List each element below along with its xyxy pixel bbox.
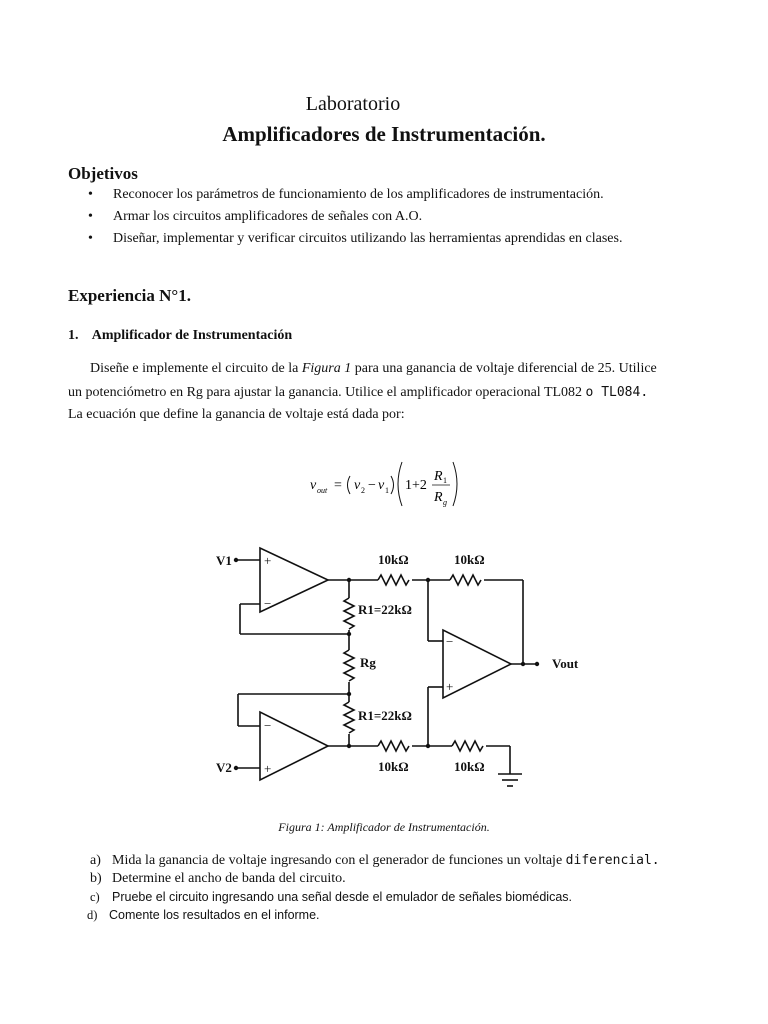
label-v2: V2 [216, 760, 232, 775]
eq-one-plus-two: 1+2 [405, 478, 427, 493]
experience-heading: Experiencia N°1. [68, 286, 191, 305]
eq-denominator-sub: g [443, 498, 447, 507]
opamp-bottom-plus: + [264, 761, 272, 776]
eq-paren-left [348, 476, 351, 494]
eq-numerator-sub: 1 [443, 476, 447, 485]
resistor-r1-bottom [344, 702, 354, 733]
eq-v2-sub: 2 [361, 486, 365, 495]
eq-bigparen-right [453, 462, 457, 506]
eq-paren-right [391, 476, 394, 494]
resistor-bottom-left [378, 741, 409, 751]
eq-equals: = [334, 478, 342, 493]
opamp-bottom-minus: − [264, 718, 272, 733]
eq-numerator: R [434, 469, 443, 484]
objective-item: • Reconocer los parámetros de funcionamiento de los amplificadores de instrumentación. [88, 186, 622, 208]
label-v1: V1 [216, 553, 232, 568]
figure-caption: Figura 1: Amplificador de Instrumentación. [278, 820, 490, 834]
eq-v2: v [354, 478, 361, 493]
paragraph-line: La ecuación que define la ganancia de voltaje está dada por: [68, 407, 405, 422]
label-r-bottom-right: 10kΩ [454, 759, 485, 774]
eq-vout-sub: out [317, 486, 328, 495]
eq-v1-sub: 1 [385, 486, 389, 495]
section-heading [68, 328, 292, 344]
label-r1-bottom: R1=22kΩ [358, 708, 412, 723]
resistor-top-right [450, 575, 481, 585]
opamp-top-minus: − [264, 596, 272, 611]
label-r-top-right: 10kΩ [454, 552, 485, 567]
label-rg: Rg [360, 655, 376, 670]
eq-minus: − [368, 478, 376, 493]
resistor-rg [344, 650, 354, 681]
task-item: a) Mida la ganancia de voltaje ingresando con el generador de funciones un voltaje diferencial. [90, 853, 660, 868]
document-title: Laboratorio [305, 93, 401, 115]
section-number: 1. [68, 328, 79, 343]
paragraph-line: Diseñe e implemente el circuito de la Figura 1 para una ganancia de voltaje diferencial de 25. Utilice [90, 361, 657, 376]
resistor-r1-top [344, 598, 354, 629]
eq-vout: v [310, 478, 317, 493]
tasks-list [87, 852, 660, 924]
task-item: c) Pruebe el circuito ingresando una señal desde el emulador de señales biomédicas. [90, 890, 573, 904]
eq-v1: v [378, 478, 385, 493]
eq-bigparen-left [398, 462, 402, 506]
document-subtitle: Amplificadores de Instrumentación. [222, 122, 546, 146]
figure-reference: Figura 1 [301, 361, 352, 376]
resistor-bottom-right [452, 741, 483, 751]
label-r-top-left: 10kΩ [378, 552, 409, 567]
section-title: Amplificador de Instrumentación [91, 328, 293, 343]
instrumentation-amplifier-circuit [200, 540, 600, 800]
eq-denominator: R [434, 490, 443, 505]
gain-equation [310, 458, 470, 510]
objectives-heading: Objetivos [68, 164, 138, 183]
opamp-top-plus: + [264, 553, 272, 568]
objectives-list [88, 186, 622, 252]
label-r1-top: R1=22kΩ [358, 602, 412, 617]
opamp-output-plus: + [446, 679, 454, 694]
task-item: d) Comente los resultados en el informe. [87, 908, 320, 922]
instructions-paragraph [68, 358, 708, 424]
paragraph-line: un potenciómetro en Rg para ajustar la ganancia. Utilice el amplificador operacional TL082 o TL084. [68, 385, 649, 400]
objective-item: • Armar los circuitos amplificadores de señales con A.O. [88, 208, 622, 230]
label-vout: Vout [552, 656, 579, 671]
label-r-bottom-left: 10kΩ [378, 759, 409, 774]
objective-item: • Diseñar, implementar y verificar circuitos utilizando las herramientas aprendidas en clases. [88, 230, 622, 252]
task-item: b) Determine el ancho de banda del circuito. [90, 871, 346, 886]
opamp-output-minus: − [446, 634, 454, 649]
resistor-top-left [378, 575, 409, 585]
